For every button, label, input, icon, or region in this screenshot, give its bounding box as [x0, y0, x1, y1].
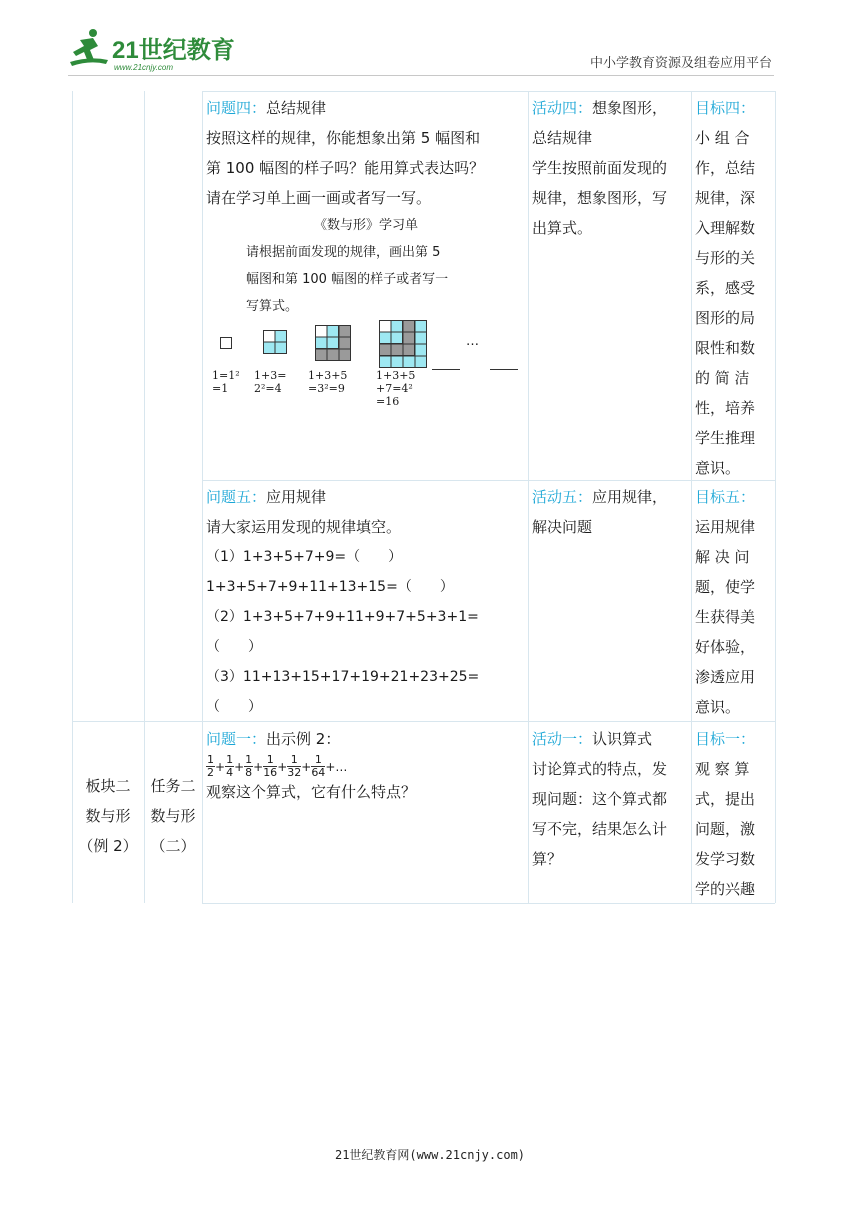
section-label: 板块二: [85, 777, 131, 795]
goal-line: 式，提出: [695, 790, 756, 808]
goal-line: 性，培养: [695, 399, 756, 417]
q1-goal-cell: [695, 724, 775, 904]
q4-title: 总结规律: [266, 99, 327, 117]
formula-line: 1+3+5: [308, 369, 348, 382]
task-cell: [144, 771, 202, 861]
q4-goal-cell: [695, 93, 775, 483]
row-border: [202, 480, 775, 481]
denominator: 8: [245, 766, 253, 779]
site-logo: [60, 26, 260, 76]
formula-4: [376, 369, 432, 408]
activity-line: 学生按照前面发现的: [532, 159, 668, 177]
formula-line: =1: [212, 382, 229, 395]
logo-text: 21世纪教育: [112, 37, 235, 64]
denominator: 32: [287, 766, 302, 779]
row-border: [202, 91, 775, 92]
series-ellipsis: +…: [325, 759, 348, 774]
grid-3x3-icon: [315, 325, 351, 361]
platform-name: 中小学教育资源及组卷应用平台: [589, 56, 772, 71]
col-border: [528, 91, 529, 903]
q4-line: 按照这样的规律，你能想象出第 5 幅图和: [206, 129, 481, 147]
section-label: （例 2）: [78, 837, 138, 855]
activity-title: 应用规律，: [592, 488, 668, 506]
goal-text: [695, 512, 775, 722]
goal-line: 作，总结: [695, 159, 756, 177]
goal-line: 渗透应用: [695, 668, 756, 686]
blank-line: [432, 369, 460, 370]
formula-line: 1=1²: [212, 369, 240, 382]
section-label: 数与形: [85, 807, 131, 825]
q5-label: 问题五：: [206, 488, 267, 506]
fill-blank-item: （1）1+3+5+7+9=（ ）: [206, 549, 403, 565]
activity-line: 讨论算式的特点，发: [532, 760, 668, 778]
q4-label: 问题四：: [206, 99, 267, 117]
q5-problem-cell: [206, 482, 526, 722]
fraction: [225, 754, 234, 779]
worksheet-text: [246, 239, 526, 320]
denominator: 4: [226, 766, 234, 779]
goal-line: 小 组 合: [695, 129, 750, 147]
goal-line: 学的兴趣: [695, 880, 756, 898]
goal-text: [695, 123, 775, 483]
figure-1-square: [220, 337, 234, 351]
numerator: 1: [287, 754, 301, 767]
figure-4-square: [379, 320, 427, 368]
formula-1: [212, 369, 260, 395]
activity-line: 规律，想象图形，写: [532, 189, 668, 207]
goal-line: 与形的关: [695, 249, 756, 267]
goal-line: 的 简 洁: [695, 369, 750, 387]
worksheet-line: 请根据前面发现的规律，画出第 5: [246, 245, 441, 260]
plus-sign: +: [277, 759, 288, 774]
q1-activity-cell: [532, 724, 690, 874]
figure-2-square: [263, 330, 287, 354]
formula-line: =3²=9: [308, 382, 345, 395]
goal-line: 系，感受: [695, 279, 756, 297]
col-border: [691, 91, 692, 903]
section-cell: [72, 771, 144, 861]
grid-2x2-icon: [263, 330, 287, 354]
goal-label: 目标四：: [695, 99, 756, 117]
formula-line: 2²=4: [254, 382, 282, 395]
numerator: 1: [263, 754, 277, 767]
goal-line: 入理解数: [695, 219, 756, 237]
formula-line: 1+3+5: [376, 369, 416, 382]
goal-line: 解 决 问: [695, 548, 750, 566]
q4-activity-cell: [532, 93, 690, 243]
plus-sign: +: [301, 759, 312, 774]
q4-line: 第 100 幅图的样子吗？能用算式表达吗？: [206, 159, 485, 177]
fraction: [263, 754, 277, 779]
col-border: [202, 91, 203, 903]
goal-line: 题，使学: [695, 578, 756, 596]
goal-line: 意识。: [695, 698, 741, 716]
page-footer: 21世纪教育网(www.21cnjy.com): [334, 1148, 526, 1162]
task-label: 数与形: [150, 807, 196, 825]
goal-label: 目标一：: [695, 730, 756, 748]
q1-problem-cell: [206, 724, 526, 807]
formula-line: 1+3=: [254, 369, 287, 382]
figure-3-square: [315, 325, 351, 361]
formula-3: [308, 369, 364, 395]
fraction: [206, 754, 215, 779]
logo-subtext: www.21cnjy.com: [114, 63, 173, 72]
q1-label: 问题一：: [206, 730, 267, 748]
activity-line: 写不完，结果怎么计: [532, 820, 668, 838]
figure-ellipsis: …: [466, 334, 479, 349]
header-divider: [68, 75, 774, 76]
row-border: [202, 903, 775, 904]
activity-line: 算？: [532, 850, 563, 868]
goal-line: 发学习数: [695, 850, 756, 868]
activity-label: 活动四：: [532, 99, 593, 117]
plus-sign: +: [234, 759, 245, 774]
blank-line: [490, 369, 518, 370]
formula-2: [254, 369, 302, 395]
fill-blank-item: 1+3+5+7+9+11+13+15=（ ）: [206, 579, 454, 595]
q4-problem-cell: [206, 93, 526, 213]
q1-title: 出示例 2：: [266, 730, 341, 748]
fraction: [244, 754, 253, 779]
plus-sign: +: [253, 759, 264, 774]
col-border: [775, 91, 776, 903]
formula-line: +7=4²: [376, 382, 413, 395]
activity-line: 出算式。: [532, 219, 593, 237]
goal-line: 问题，激: [695, 820, 756, 838]
q1-question: 观察这个算式，它有什么特点？: [206, 782, 417, 801]
numerator: 1: [207, 753, 214, 766]
numerator: 1: [226, 753, 234, 766]
fraction: [287, 754, 301, 779]
goal-line: 运用规律: [695, 518, 756, 536]
activity-line: 总结规律: [532, 129, 593, 147]
goal-line: 好体验，: [695, 638, 756, 656]
q5-title: 应用规律: [266, 488, 327, 506]
goal-line: 生获得美: [695, 608, 756, 626]
denominator: 64: [311, 766, 326, 779]
plus-sign: +: [215, 759, 226, 774]
q5-line: 请大家运用发现的规律填空。: [206, 518, 402, 536]
denominator: 2: [207, 766, 214, 779]
goal-line: 观 察 算: [695, 760, 750, 778]
goal-line: 限性和数: [695, 339, 756, 357]
grid-4x4-icon: [379, 320, 427, 368]
worksheet-line: 写算式。: [246, 299, 299, 314]
activity-title: 想象图形，: [592, 99, 668, 117]
lesson-table: [72, 91, 775, 903]
fraction: [311, 754, 325, 779]
formula-line: =16: [376, 395, 400, 408]
activity-line: 现问题：这个算式都: [532, 790, 668, 808]
activity-label: 活动五：: [532, 488, 593, 506]
worksheet-title: 《数与形》学习单: [313, 218, 418, 233]
activity-line: 解决问题: [532, 518, 593, 536]
goal-line: 意识。: [695, 459, 741, 477]
task-label: 任务二: [150, 777, 196, 795]
grid-cell: [220, 337, 232, 349]
numerator: 1: [245, 753, 253, 766]
goal-text: [695, 754, 775, 904]
numerator: 1: [311, 754, 325, 767]
task-label: （二）: [150, 837, 196, 855]
q5-goal-cell: [695, 482, 775, 722]
goal-line: 学生推理: [695, 429, 756, 447]
denominator: 16: [263, 766, 278, 779]
goal-line: 规律，深: [695, 189, 756, 207]
goal-line: 图形的局: [695, 309, 756, 327]
fill-blank-item: （3）11+13+15+17+19+21+23+25=（ ）: [206, 669, 480, 715]
worksheet-line: 幅图和第 100 幅图的样子或者写一: [246, 272, 449, 287]
q5-activity-cell: [532, 482, 690, 542]
fill-blank-item: （2）1+3+5+7+9+11+9+7+5+3+1=（ ）: [206, 609, 479, 655]
activity-label: 活动一：: [532, 730, 593, 748]
q4-line: 请在学习单上画一画或者写一写。: [206, 189, 432, 207]
goal-label: 目标五：: [695, 488, 756, 506]
runner-logo-icon: [60, 26, 260, 76]
activity-title: 认识算式: [592, 730, 653, 748]
